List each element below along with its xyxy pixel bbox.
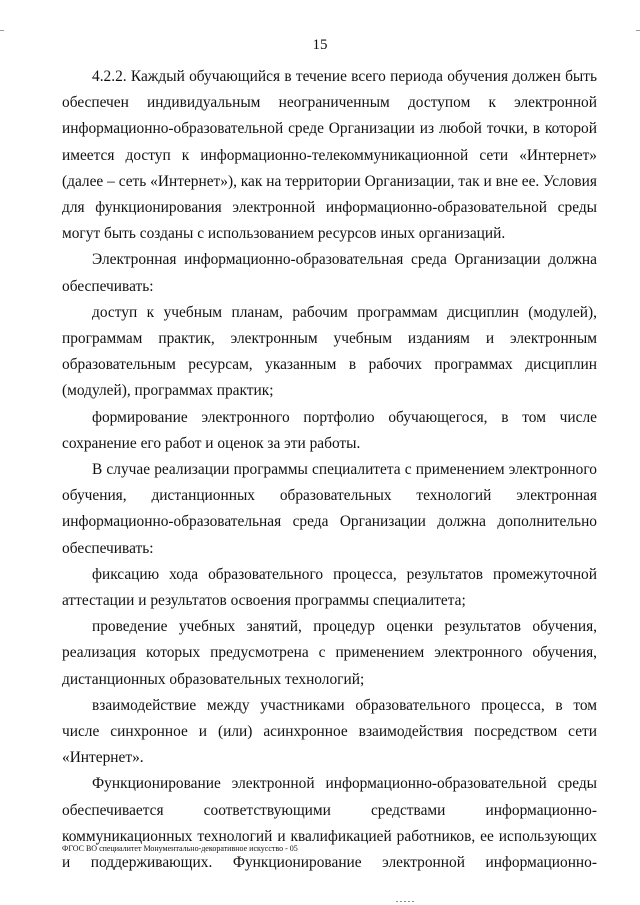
- document-footer: ФГОС ВО специалитет Монументально-декоративное искусство - 05: [62, 844, 298, 853]
- scan-edge-mark: [396, 901, 416, 902]
- paragraph: Электронная информационно-образовательная среда Организации должна обеспечивать:: [62, 251, 597, 295]
- paragraph: доступ к учебным планам, рабочим программам дисциплин (модулей), программам практик, электронным учебным изданиям и электронным образовательным ресурсам, указанным в рабочих программах дисциплин (модулей), программах практик;: [62, 303, 597, 400]
- paragraph: фиксацию хода образовательного процесса, результатов промежуточной аттестации и результатов освоения программы специалитета;: [62, 565, 597, 610]
- paragraph: Функционирование электронной информационно-образовательной среды обеспечивается соответствующими средствами информационно-коммуникационных технологий и квалификацией работников, ее использующих и поддерживающих. Функционирование электронной информационно-: [62, 775, 597, 872]
- paragraph: В случае реализации программы специалитета с применением электронного обучения, дистанционных образовательных технологий электронная информационно-образовательная среда Организации должна дополнительно обеспечивать:: [62, 461, 597, 557]
- paragraph: 4.2.2. Каждый обучающийся в течение всего периода обучения должен быть обеспечен индивидуальным неограниченным доступом к электронной информационно-образовательной среде Организации из любой точки, в которой имеется доступ к информационно-телекоммуникационной сети «Интернет» (далее – сеть «Интернет»), как на территории Организации, так и вне ее. Условия для функционирования электронной информационно-образовательной среды могут быть созданы с использованием ресурсов иных организаций.: [62, 68, 597, 243]
- scan-edge-mark: [0, 30, 4, 31]
- scan-edge-mark: [636, 30, 640, 31]
- paragraph: проведение учебных занятий, процедур оценки результатов обучения, реализация которых предусмотрена с применением электронного обучения, дистанционных образовательных технологий;: [62, 618, 597, 688]
- document-body: [62, 64, 597, 876]
- paragraph: формирование электронного портфолио обучающегося, в том числе сохранение его работ и оценок за эти работы.: [62, 408, 597, 452]
- page-number: 15: [312, 37, 328, 53]
- paragraph: взаимодействие между участниками образовательного процесса, в том числе синхронное и (или) асинхронное взаимодействия посредством сети «Интернет».: [62, 696, 597, 767]
